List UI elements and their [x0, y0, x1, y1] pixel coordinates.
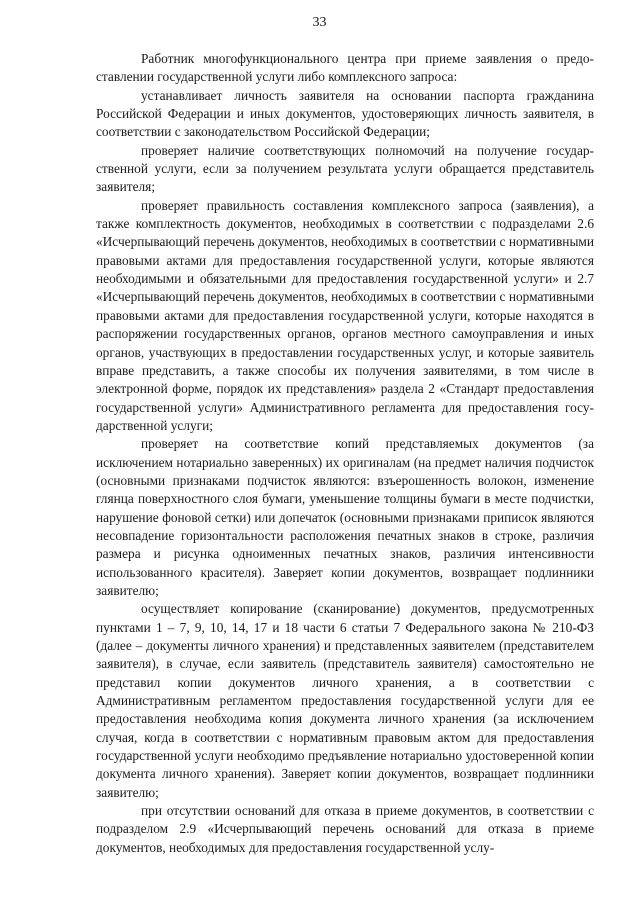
paragraph-copies-check: проверяет на соответствие копий представляемых документов (за исключением нотариально заверенных) их оригиналам (на предмет наличия подчисток (основными признаками подчисток являются: взъерошенность волокон, изменение глянца поверхностного слоя бумаги, уменьшение толщины бумаги в месте подчистки, нарушение фоновой сетки) или допечаток (основными признаками приписок являются несовпадение горизонтальности расположения печатных знаков в строке, различия размера и рисунка одноименных печатных знаков, различия интенсивности использованного красителя). Заверяет копии документов, возвращает подлинники заявителю; [96, 436, 594, 598]
paragraph-authority: проверяет наличие соответствующих полномочий на получение государственной услуги, если за получением результата услуги обращается представитель заявителя; [96, 142, 594, 195]
page-number: 33 [312, 15, 327, 30]
paragraph-intro: Работник многофункционального центра при приеме заявления о предоставлении государственной услуги либо комплексного запроса: [96, 51, 594, 85]
paragraph-completeness: проверяет правильность составления комплексного запроса (заявления), а также комплектность документов, необходимых в соответствии с подразделами 2.6 «Исчерпывающий перечень документов, необходимых в соответствии с нормативными правовыми актами для предоставления государственной услуги, которые являются необходимыми и обязательными для предоставления государственной услуги» и 2.7 «Исчерпывающий перечень документов, необходимых в соответствии с нормативными правовыми актами для предоставления государственной услуги, которые находятся в распоряжении государственных органов, органов местного самоуправления и иных органов, участвующих в предоставлении государственных услуг, и которые заявитель вправе представить, а также способы их получения заявителями, в том числе в электронной форме, порядок их представления» раздела 2 «Стандарт предоставления государственной услуги» Административного регламента для предоставления государственной услуги; [96, 197, 594, 433]
paragraph-no-refusal: при отсутствии оснований для отказа в приеме документов, в соответствии с подразделом 2.9 «Исчерпывающий перечень оснований для отказа в приеме документов, необходимых для предоставления государственной услу- [96, 803, 594, 855]
paragraph-identity: устанавливает личность заявителя на основании паспорта гражданина Российской Федерации и иных документов, удостоверяющих личность заявителя, в соответствии с законодательством Российской Федерации; [96, 87, 594, 140]
document-body [96, 50, 594, 857]
paragraph-copying: осуществляет копирование (сканирование) документов, предусмотренных пунктами 1 – 7, 9, 10, 14, 17 и 18 части 6 статьи 7 Федерального закона № 210-ФЗ (далее – документы личного хранения) и представленных заявителем (представителем заявителя), в случае, если заявитель (представитель заявителя) самостоятельно не представил копии документов личного хранения, а в соответствии с Административным регламентом предоставления государственной услуги для ее предоставления необходима копия документа личного хранения (за исключением случая, когда в соответствии с нормативным правовым актом для предоставления государственной услуги необходимо предъявление нотариально удостоверенной копии документа личного хранения). Заверяет копии документов, возвращает подлинники заявителю; [96, 601, 594, 800]
